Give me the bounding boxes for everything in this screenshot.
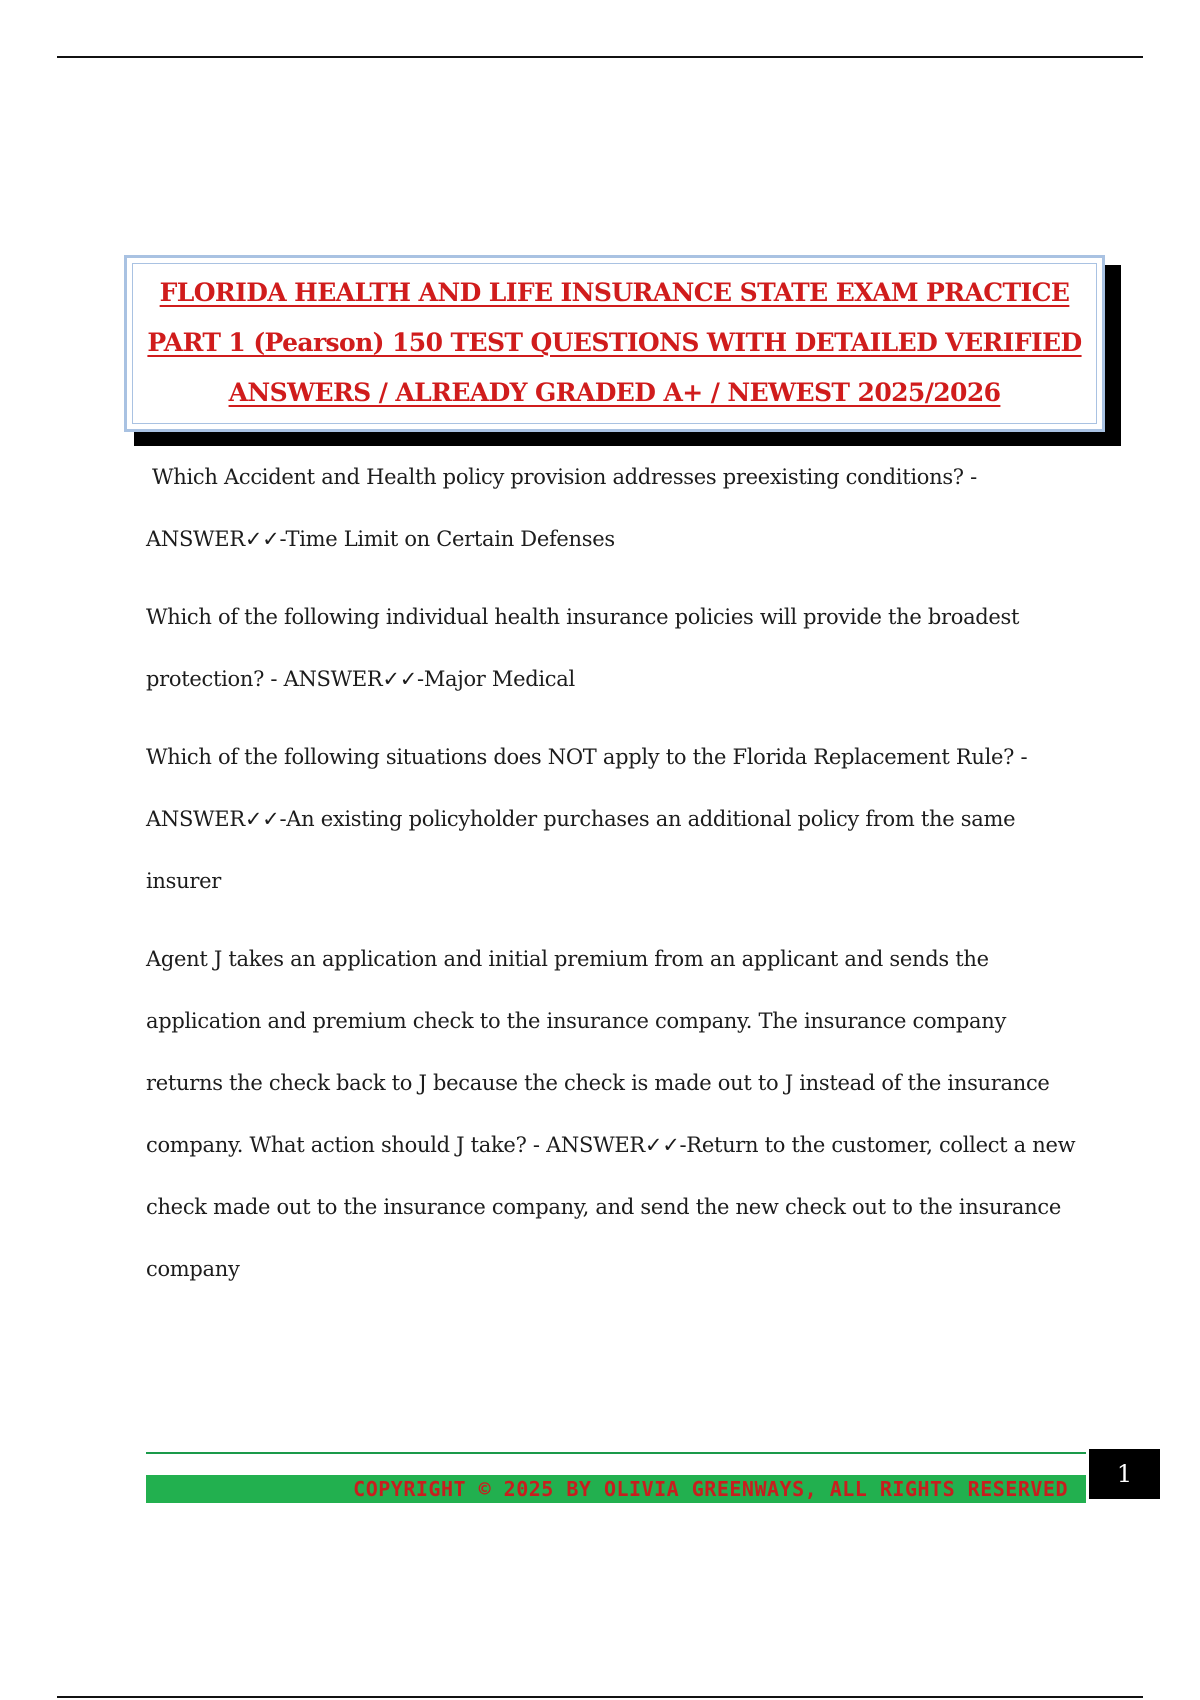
- copyright-text: COPYRIGHT © 2025 BY OLIVIA GREENWAYS, ALL RIGHTS RESERVED: [353, 1477, 1068, 1501]
- question-answer-list: [146, 446, 1086, 1316]
- page-number: 1: [1089, 1449, 1160, 1499]
- qa-item-4: Agent J takes an application and initial premium from an applicant and sends the application and premium check to the insurance company. The insurance company returns the check back to J because the check is made out to J instead of the insurance company. What action should J take? - ANSWER✓✓-Return to the customer, collect a new check made out to the insurance company, and send the new check out to the insurance company: [146, 947, 1076, 1281]
- document-title: [133, 268, 1096, 418]
- footer-rule: [146, 1452, 1086, 1454]
- title-line-2: PART 1 (Pearson) 150 TEST QUESTIONS WITH DETAILED VERIFIED: [147, 328, 1082, 357]
- title-box-inner: [132, 263, 1097, 424]
- top-rule: [57, 56, 1143, 58]
- bottom-rule: [57, 1696, 1143, 1698]
- qa-item-3: Which of the following situations does NOT apply to the Florida Replacement Rule? - ANSWER✓✓-An existing policyholder purchases an additional policy from the same insurer: [146, 745, 1028, 893]
- footer-copyright-bar: [146, 1475, 1086, 1503]
- title-line-3: ANSWERS / ALREADY GRADED A+ / NEWEST 2025/2026: [228, 378, 1001, 407]
- qa-item-1: Which Accident and Health policy provision addresses preexisting conditions? - ANSWER✓✓-Time Limit on Certain Defenses: [146, 465, 977, 551]
- title-box: [124, 255, 1105, 432]
- qa-item-2: Which of the following individual health insurance policies will provide the broadest protection? - ANSWER✓✓-Major Medical: [146, 605, 1020, 691]
- title-line-1: FLORIDA HEALTH AND LIFE INSURANCE STATE EXAM PRACTICE: [159, 278, 1070, 307]
